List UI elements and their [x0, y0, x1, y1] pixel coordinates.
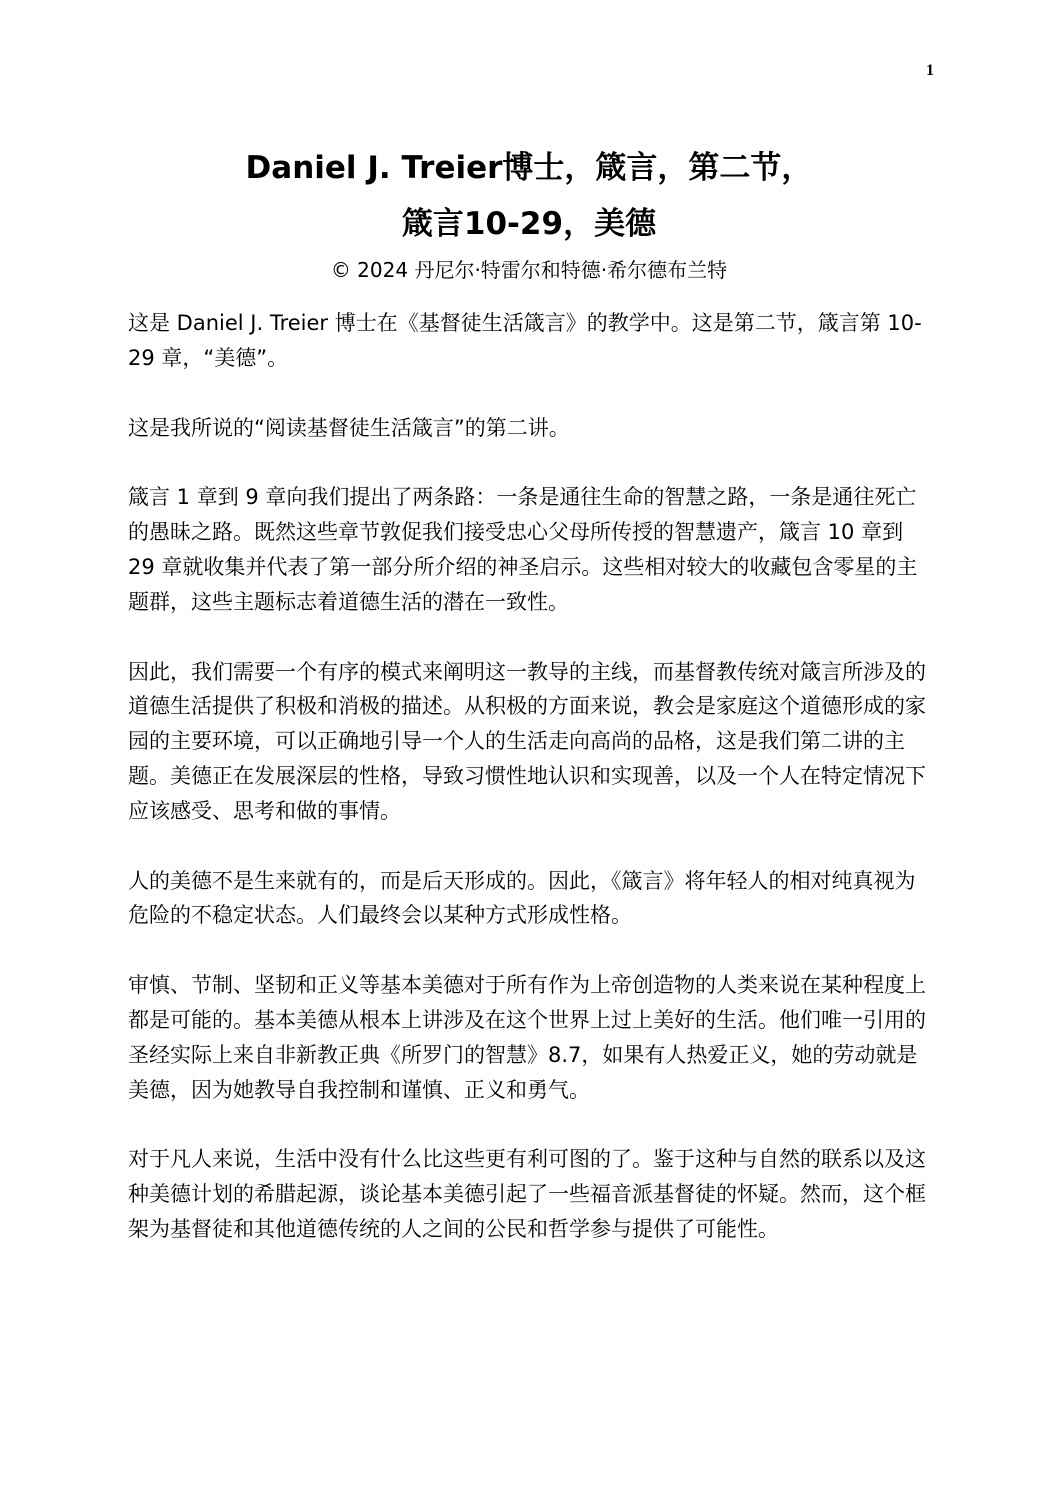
paragraph-lecture-note: 这是我所说的“阅读基督徒生活箴言”的第二讲。 — [128, 415, 570, 440]
page-number: 1 — [926, 62, 934, 79]
paragraph-intro: 这是 Daniel J. Treier 博士在《基督徒生活箴言》的教学中。这是第二节，箴言第 10-29 章，“美德”。 — [128, 311, 922, 370]
document-title-line-1: Daniel J. Treier博士，箴言，第二节， — [245, 150, 813, 186]
paragraph-two-paths: 箴言 1 章到 9 章向我们提出了两条路：一条是通往生命的智慧之路，一条是通往死亡的愚昧之路。既然这些章节敦促我们接受忠心父母所传授的智慧遗产，箴言 10 章到 29 章就收集并代表了第一部分所介绍的神圣启示。这些相对较大的收藏包含零星的主题群，这些主题标志着道德生活的潜在一致性。 — [128, 485, 918, 614]
document-body — [128, 306, 928, 1282]
paragraph-mortal-life: 对于凡人来说，生活中没有什么比这些更有利可图的了。鉴于这种与自然的联系以及这种美德计划的希腊起源，谈论基本美德引起了一些福音派基督徒的怀疑。然而，这个框架为基督徒和其他道德传统的人之间的公民和哲学参与提供了可能性。 — [128, 1147, 926, 1241]
paragraph-virtue-formed: 人的美德不是生来就有的，而是后天形成的。因此，《箴言》将年轻人的相对纯真视为危险的不稳定状态。人们最终会以某种方式形成性格。 — [128, 868, 916, 928]
paragraph-cardinal-virtues: 审慎、节制、坚韧和正义等基本美德对于所有作为上帝创造物的人类来说在某种程度上都是可能的。基本美德从根本上讲涉及在这个世界上过上美好的生活。他们唯一引用的圣经实际上来自非新教正典《所罗门的智慧》8.7，如果有人热爱正义，她的劳动就是美德，因为她教导自我控制和谨慎、正义和勇气。 — [128, 973, 926, 1102]
copyright-notice: © 2024 丹尼尔·特雷尔和特德·希尔德布兰特 — [330, 258, 728, 282]
document-title-line-2: 箴言10-29，美德 — [401, 206, 657, 242]
paragraph-ordered-pattern: 因此，我们需要一个有序的模式来阐明这一教导的主线，而基督教传统对箴言所涉及的道德生活提供了积极和消极的描述。从积极的方面来说，教会是家庭这个道德形成的家园的主要环境，可以正确地引导一个人的生活走向高尚的品格，这是我们第二讲的主题。美德正在发展深层的性格，导致习惯性地认识和实现善，以及一个人在特定情况下应该感受、思考和做的事情。 — [128, 659, 926, 823]
title-block — [0, 140, 1058, 286]
